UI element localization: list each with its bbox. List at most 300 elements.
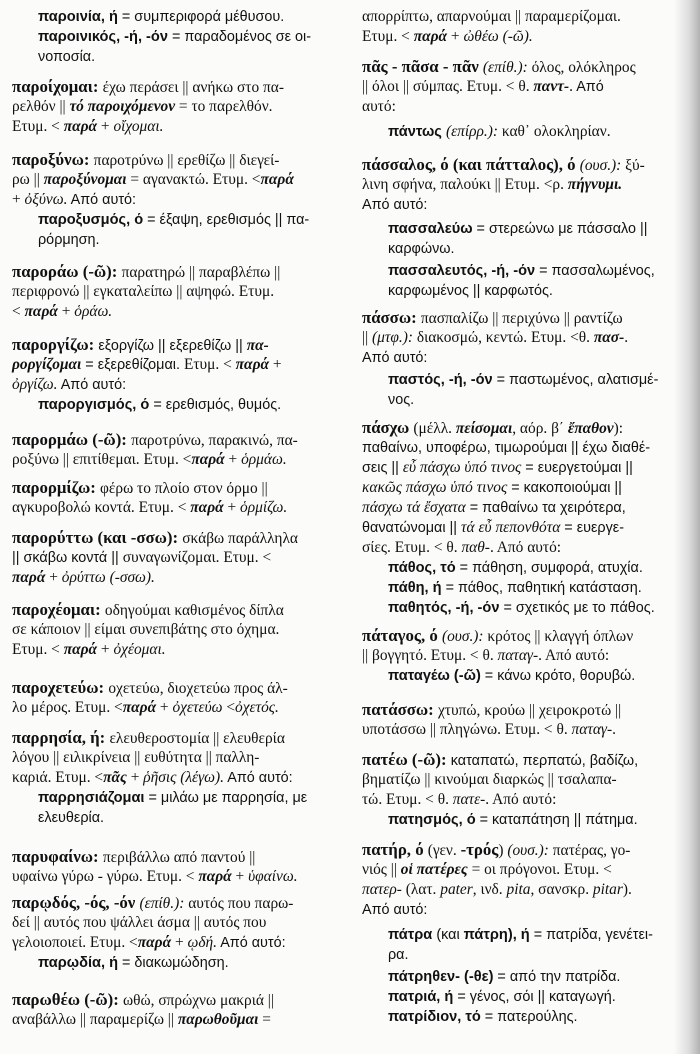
- headword: παροράω (-ῶ):: [12, 262, 122, 281]
- dictionary-line: [388, 925, 653, 945]
- etymology-text: κακῶς πάσχω ὑπό τινος: [362, 479, 508, 496]
- dictionary-line: [362, 328, 628, 348]
- etymology-text: ῥῆσις (λέγω).: [143, 769, 225, 786]
- etymology-text: pita: [506, 881, 531, 898]
- definition-text: ροξύνω || επιτίθεμαι. Ετυμ. <: [12, 451, 192, 468]
- etymology-text: τά εὖ πεπονθότα: [461, 519, 561, 536]
- definition-text: = ευεργετούμαι ||: [521, 460, 633, 476]
- definition-text: || βογγητό. Ετυμ. < θ.: [362, 647, 498, 664]
- dictionary-line: [362, 626, 633, 646]
- definition-text: , ινδ.: [472, 881, 507, 898]
- dictionary-line: [362, 418, 623, 438]
- headword: -τρός: [460, 840, 499, 859]
- etymology-text: παταγ-: [571, 721, 613, 738]
- subentry-headword: πασσαλεύω: [388, 221, 473, 237]
- etymology-text: ὁρμίζω.: [240, 499, 288, 516]
- dictionary-line: [38, 47, 95, 67]
- definition-text: = πάθος, παθητική κατάσταση.: [441, 580, 642, 596]
- dictionary-line: [362, 155, 645, 175]
- definition-text: +: [171, 934, 188, 951]
- etymology-text: παρά: [260, 171, 294, 188]
- definition-text: οδηγούμαι καθισμένος δίπλα: [104, 602, 284, 619]
- definition-text: . Από αυτό:: [538, 647, 610, 664]
- definition-text: +: [45, 569, 62, 586]
- definition-text: Από αυτό:: [224, 770, 293, 786]
- dictionary-line: [12, 913, 266, 933]
- dictionary-line: [12, 990, 274, 1010]
- etymology-text: ὁρμάω.: [241, 451, 287, 468]
- etymology-text: pater: [440, 881, 473, 898]
- definition-text: ): [498, 842, 508, 859]
- headword: παρορύττω (και -σσω):: [12, 528, 183, 547]
- subentry-headword: πάτρηθεν- (-θε): [388, 969, 494, 985]
- dictionary-line: [362, 175, 622, 195]
- definition-text: θανατώνομαι ||: [362, 520, 462, 536]
- definition-text: +: [269, 356, 282, 373]
- definition-text: (και: [436, 927, 464, 943]
- definition-text: (μέλλ.: [413, 420, 456, 437]
- definition-text: πατέρας, γο-: [552, 842, 631, 859]
- definition-text: καρφωμένος || καρφωτός.: [388, 283, 553, 299]
- headword: παροίχομαι:: [12, 77, 103, 96]
- definition-text: , αόρ. β΄: [512, 420, 568, 437]
- definition-text: καταπατώ, περπατώ, βαδίζω,: [450, 753, 639, 769]
- dictionary-line: [12, 170, 294, 190]
- definition-text: οχετεύω, διοχετεύω προς άλ-: [108, 680, 288, 697]
- dictionary-line: [38, 27, 311, 47]
- etymology-text: παροξύνομαι: [43, 171, 127, 188]
- definition-text: || σκάβω κοντά ||: [12, 550, 123, 566]
- dictionary-line: [362, 900, 427, 920]
- definition-text: = έξαψη, ερεθισμός || πα-: [143, 212, 310, 228]
- definition-text: || όλοι || σύμπας. Ετυμ. < θ.: [362, 78, 534, 95]
- headword: παροχέομαι:: [12, 600, 105, 619]
- dictionary-line: [38, 7, 284, 27]
- dictionary-line: [12, 117, 163, 137]
- definition-text: , σανσκρ.: [530, 881, 593, 898]
- etymology-text: πα-: [246, 337, 269, 354]
- headword: πᾶς - πᾶσα - πᾶν: [362, 57, 483, 76]
- etymology-text: παρά: [191, 451, 225, 468]
- definition-text: Από αυτό:: [57, 377, 127, 393]
- etymology-text: πάσχω τά ἔσχατα: [362, 499, 466, 516]
- subentry-headword: πατρίδιον, τό: [388, 1009, 481, 1025]
- definition-text: σεις ||: [362, 460, 403, 476]
- definition-text: = πάθηση, συμφορά, ατυχία.: [455, 560, 643, 576]
- definition-text: +: [126, 769, 144, 786]
- dictionary-line: [362, 27, 533, 47]
- dictionary-line: [388, 987, 616, 1007]
- dictionary-line: [12, 498, 287, 518]
- etymology-text: ὀρύττω (-σσω).: [61, 569, 155, 586]
- etymology-text: παρά: [137, 934, 172, 951]
- dictionary-line: [362, 840, 630, 860]
- definition-text: εξοργίζω || εξερεθίζω ||: [98, 338, 247, 354]
- dictionary-line: [388, 967, 620, 987]
- subentry-headword: παροργισμός, ό: [38, 397, 150, 413]
- dictionary-line: [38, 210, 309, 230]
- dictionary-line: [362, 880, 632, 900]
- definition-text: =: [258, 1011, 271, 1028]
- definition-text: ρα.: [388, 947, 409, 963]
- etymology-text: παρωθοῦμαι: [177, 1011, 259, 1028]
- definition-text: περιφρονώ || εγκαταλείπω || αψηφώ. Ετυμ.: [12, 283, 275, 300]
- dictionary-line: [12, 302, 112, 322]
- subentry-headword: παθητός, -ή, -όν: [388, 600, 500, 616]
- headword: πάσσαλος, ό (και πάτταλος), ό: [362, 155, 580, 174]
- definition-text: (γεν.: [427, 842, 461, 859]
- dictionary-line: [12, 375, 126, 395]
- subentry-headword: πάθος, τό: [388, 560, 456, 576]
- definition-text: Από αυτό:: [362, 197, 428, 213]
- definition-text: .: [612, 721, 616, 738]
- etymology-text: τό παροιχόμενον: [69, 98, 176, 115]
- subentry-headword: παροινία, ή: [38, 9, 118, 25]
- headword: παρορμίζω:: [12, 478, 101, 497]
- definition-text: = παστωμένος, αλατισμέ-: [492, 372, 659, 388]
- dictionary-line: [388, 281, 553, 301]
- headword: πάταγος, ό: [362, 626, 442, 645]
- definition-text: σίες. Ετυμ. < θ.: [362, 539, 462, 556]
- etymology-text: παρά: [63, 118, 98, 135]
- dictionary-line: [388, 578, 642, 598]
- dictionary-line: [12, 867, 298, 887]
- definition-text: = παραδομένος σε οι-: [167, 29, 312, 45]
- definition-text: Από αυτό:: [362, 902, 428, 918]
- dictionary-line: [362, 646, 609, 666]
- headword: πατέω (-ῶ):: [362, 750, 451, 769]
- dictionary-line: [362, 538, 561, 558]
- dictionary-line: [12, 768, 293, 788]
- etymology-text: πᾶς: [103, 769, 127, 786]
- etymology-text: παρά: [24, 303, 58, 320]
- definition-text: λο μέρος. Ετυμ. <: [12, 699, 123, 716]
- definition-text: Ετυμ. <: [183, 356, 236, 373]
- dictionary-line: [362, 700, 621, 720]
- etymology-text: ῳδή.: [187, 934, 217, 951]
- dictionary-line: [12, 568, 155, 588]
- etymology-text: παταγ-: [497, 647, 539, 664]
- dictionary-line: [362, 478, 622, 498]
- dictionary-line: [362, 77, 604, 97]
- definition-text: Από αυτό:: [362, 350, 428, 366]
- definition-text: = πατερούλης.: [480, 1009, 578, 1025]
- headword: παροχετεύω:: [12, 678, 109, 697]
- definition-text: νιός ||: [362, 861, 401, 878]
- definition-text: παροτρύνω, παρακινώ, πα-: [131, 432, 298, 449]
- definition-text: = κακοποιούμαι ||: [507, 480, 622, 496]
- etymology-text: παρά: [235, 356, 270, 373]
- subentry-headword: παστός, -ή, -όν: [388, 372, 493, 388]
- headword: παρορμάω (-ῶ):: [12, 430, 132, 449]
- definition-text: ||: [362, 329, 373, 346]
- definition-text: ελευθερία.: [38, 810, 105, 826]
- subentry-headword: παροινικός, -ή, -όν: [38, 29, 168, 45]
- dictionary-line: [12, 548, 271, 568]
- headword: πατάσσω:: [362, 700, 438, 719]
- definition-text: +: [231, 868, 249, 885]
- dictionary-line: [362, 97, 396, 117]
- definition-text: = ευεργε-: [560, 520, 625, 536]
- definition-text: = συμπεριφορά μέθυσου.: [117, 9, 285, 25]
- definition-text: λόγου || ειλικρίνεια || ευθύτητα || παλλη-: [12, 749, 260, 766]
- dictionary-line: [388, 1007, 578, 1027]
- definition-text: . Από αυτό:: [489, 539, 562, 556]
- etymology-text: εὖ πάσχω ὑπό τινος: [402, 459, 522, 476]
- headword: παροργίζω:: [12, 335, 99, 354]
- definition-text: = το παρελθόν.: [175, 98, 273, 115]
- definition-text: +: [224, 451, 242, 468]
- dictionary-line: [388, 598, 655, 618]
- definition-text: νος.: [388, 392, 415, 408]
- dictionary-line: [12, 528, 298, 548]
- definition-text: = πασσαλωμένος,: [535, 263, 655, 279]
- headword: παροξύνω:: [12, 150, 94, 169]
- subentry-headword: πάντως: [388, 124, 446, 140]
- dictionary-line: [12, 600, 284, 620]
- definition-text: αγκυροβολώ κοντά. Ετυμ. <: [12, 499, 191, 516]
- headword: παρυφαίνω:: [12, 847, 103, 866]
- definition-text: αυτός που παρω-: [188, 895, 294, 912]
- definition-text: . Από αυτό:: [485, 791, 557, 808]
- definition-text: ελευθεροστομία || ελευθερία: [109, 730, 285, 747]
- definition-text: .: [624, 329, 629, 346]
- definition-text: σε κάποιον || είμαι συνεπιβάτης στο όχημα.: [12, 621, 280, 638]
- definition-text: λινη σφήνα, παλούκι || Ετυμ. <ρ.: [362, 176, 568, 193]
- dictionary-line: [12, 97, 273, 117]
- definition-text: = εξερεθίζομαι.: [81, 357, 184, 373]
- dictionary-line: [388, 810, 638, 830]
- dictionary-line: [12, 150, 279, 170]
- definition-text: καρφώνω.: [388, 241, 455, 257]
- definition-text: ξύ-: [625, 157, 645, 174]
- dictionary-line: [12, 450, 287, 470]
- subentry-headword: παροξυσμός, ό: [38, 212, 144, 228]
- etymology-text: (ουσ.):: [579, 157, 626, 174]
- dictionary-line: [12, 1010, 271, 1030]
- etymology-text: παθ-: [461, 539, 490, 556]
- definition-text: αυτό:: [362, 98, 396, 115]
- dictionary-line: [362, 770, 617, 790]
- definition-text: δεί || αυτός που ψάλλει άσμα || αυτός που: [12, 914, 267, 931]
- headword: παρῳδός, -ός, -όν: [12, 893, 140, 912]
- dictionary-line: [362, 720, 616, 740]
- etymology-text: (μτφ.):: [372, 329, 417, 346]
- dictionary-line: [12, 933, 286, 953]
- etymology-text: οἴχομαι.: [113, 118, 164, 135]
- dictionary-line: [362, 860, 612, 880]
- definition-text: ρελθόν ||: [12, 98, 70, 115]
- dictionary-line: [38, 808, 104, 828]
- dictionary-line: [388, 558, 643, 578]
- dictionary-line: [12, 640, 166, 660]
- dictionary-line: [362, 518, 624, 538]
- definition-text: Από: [572, 79, 604, 95]
- definition-text: Ετυμ. <: [362, 28, 414, 45]
- dictionary-line: [38, 788, 307, 808]
- etymology-text: (ουσ.):: [507, 842, 553, 859]
- dictionary-line: [362, 458, 633, 478]
- etymology-text: παντ-: [533, 78, 570, 95]
- subentry-headword: πατριά, ή: [388, 989, 454, 1005]
- definition-text: Από αυτό:: [67, 192, 137, 208]
- dictionary-line: [12, 698, 279, 718]
- etymology-text: ἔπαθον: [567, 420, 614, 437]
- subentry-headword: πάθη, ή: [388, 580, 442, 596]
- dictionary-line: [38, 230, 100, 250]
- definition-text: = διακωμώδηση.: [118, 955, 229, 971]
- dictionary-line: [388, 239, 455, 259]
- dictionary-line: [12, 728, 285, 748]
- etymology-text: pitar: [592, 881, 623, 898]
- etymology-text: ροργίζομαι: [12, 356, 82, 373]
- dictionary-line: [12, 262, 280, 282]
- definition-text: φέρω το πλοίο στον όρμο ||: [100, 480, 268, 497]
- dictionary-line: [12, 620, 279, 640]
- dictionary-line: [362, 195, 427, 215]
- definition-text: αναβάλλω || παραμερίζω ||: [12, 1011, 178, 1028]
- definition-text: χτυπώ, κρούω || χειροκροτώ ||: [437, 702, 622, 719]
- definition-text: = κάνω κρότο, θορυβώ.: [480, 668, 636, 684]
- dictionary-line: [38, 395, 281, 415]
- definition-text: περιβάλλω από παντού ||: [102, 849, 256, 866]
- etymology-text: (επίρρ.):: [445, 123, 502, 140]
- etymology-text: παρά: [198, 868, 232, 885]
- definition-text: Ετυμ. <: [12, 641, 64, 658]
- definition-text: = οι πρόγονοι. Ετυμ. <: [467, 861, 612, 878]
- definition-text: όλος, ολόκληρος: [531, 59, 636, 76]
- definition-text: υφαίνω γύρω - γύρω. Ετυμ. <: [12, 868, 199, 885]
- dictionary-line: [362, 790, 556, 810]
- etymology-text: παρά: [63, 641, 98, 658]
- dictionary-line: [12, 335, 269, 355]
- definition-text: ):: [613, 420, 624, 437]
- etymology-text: πασ-: [593, 329, 625, 346]
- dictionary-line: [12, 282, 274, 302]
- definition-text: παροτρύνω || ερεθίζω || διεγεί-: [93, 152, 280, 169]
- definition-text: διακοσμώ, κεντώ. Ετυμ. <θ.: [416, 329, 594, 346]
- definition-text: = στερεώνω με πάσσαλο ||: [472, 221, 648, 237]
- definition-text: ).: [622, 881, 632, 898]
- dictionary-line: [362, 438, 650, 458]
- definition-text: τώ. Ετυμ. < θ.: [362, 791, 453, 808]
- definition-text: = γένος, σόι || καταγωγή.: [453, 989, 616, 1005]
- dictionary-line: [388, 261, 655, 281]
- etymology-text: οἱ πατέρες: [400, 861, 468, 878]
- etymology-text: παρά: [190, 499, 224, 516]
- dictionary-line: [12, 355, 282, 375]
- definition-text: σκάβω παράλληλα: [182, 530, 298, 547]
- definition-text: +: [447, 28, 464, 45]
- etymology-text: παρά: [122, 699, 157, 716]
- etymology-text: παρά: [413, 28, 448, 45]
- dictionary-line: [388, 390, 414, 410]
- etymology-text: ὀχετός.: [235, 699, 279, 716]
- definition-text: +: [156, 699, 173, 716]
- definition-text: παρατηρώ || παραβλέπω ||: [121, 264, 281, 281]
- definition-text: = από την πατρίδα.: [493, 969, 621, 985]
- dictionary-line: [12, 893, 293, 913]
- headword: παρρησία, ή:: [12, 728, 110, 747]
- definition-text: <: [12, 303, 25, 320]
- etymology-text: πείσομαι: [455, 420, 513, 437]
- definition-text: κρότος || κλαγγή όπλων: [487, 628, 634, 645]
- dictionary-line: [362, 57, 636, 77]
- definition-text: = ερεθισμός, θυμός.: [149, 397, 282, 413]
- dictionary-line: [362, 750, 638, 770]
- definition-text: νοποσία.: [38, 49, 96, 65]
- etymology-text: πατερ-: [362, 881, 402, 898]
- etymology-text: πατε-: [452, 791, 486, 808]
- definition-text: ρόρμηση.: [38, 232, 100, 248]
- definition-text: υποτάσσω || πληγώνω. Ετυμ. < θ.: [362, 721, 572, 738]
- definition-text: Ετυμ. <: [12, 118, 64, 135]
- definition-text: πασπαλίζω || περιχύνω || ραντίζω: [420, 310, 623, 327]
- definition-text: ρω ||: [12, 171, 44, 188]
- subentry-headword: πατησμός, ό: [388, 812, 476, 828]
- definition-text: Από αυτό:: [217, 935, 286, 951]
- definition-text: έχω περάσει || ανήκω στο πα-: [102, 79, 284, 96]
- definition-text: <: [222, 699, 236, 716]
- dictionary-line: [12, 748, 259, 768]
- dictionary-line: [362, 348, 427, 368]
- subentry-headword: παταγέω (-ῶ): [388, 668, 481, 684]
- etymology-text: (ουσ.):: [441, 628, 488, 645]
- dictionary-line: [388, 219, 647, 239]
- subentry-headword: παρρησιάζομαι: [38, 790, 145, 806]
- definition-text: +: [57, 303, 75, 320]
- definition-text: +: [12, 191, 25, 208]
- etymology-text: ὀξύνω.: [24, 191, 68, 208]
- etymology-text: ὑφαίνω.: [248, 868, 298, 885]
- subentry-headword: πάτρα: [388, 927, 437, 943]
- page-fold-shadow: [674, 0, 700, 1054]
- definition-text: +: [97, 118, 114, 135]
- dictionary-line: [12, 478, 268, 498]
- etymology-text: ὀργίζω.: [12, 376, 58, 393]
- definition-text: (λατ.: [401, 881, 441, 898]
- dictionary-line: [388, 666, 635, 686]
- definition-text: βηματίζω || κινούμαι διαρκώς || τσαλαπα-: [362, 771, 617, 788]
- dictionary-line: [388, 122, 611, 142]
- subentry-headword: παρῳδία, ή: [38, 955, 118, 971]
- dictionary-line: [388, 945, 409, 965]
- dictionary-line: [12, 190, 136, 210]
- dictionary-line: [362, 308, 623, 328]
- headword: παρωθέω (-ῶ):: [12, 990, 124, 1009]
- dictionary-line: [12, 847, 255, 867]
- definition-text: = μιλάω με παρρησία, με: [144, 790, 308, 806]
- definition-text: = καταπάτηση || πάτημα.: [475, 812, 638, 828]
- definition-text: γελοιοποιεί. Ετυμ. <: [12, 934, 138, 951]
- subentry-headword: πάτρη), ή: [463, 927, 530, 943]
- definition-text: = παθαίνω τα χειρότερα,: [465, 500, 626, 516]
- etymology-text: ὠθέω (-ῶ).: [463, 28, 533, 45]
- definition-text: +: [223, 499, 241, 516]
- headword: πάσσω:: [362, 308, 421, 327]
- headword: πατήρ, ό: [362, 840, 428, 859]
- definition-text: = σχετικός με το πάθος.: [499, 600, 655, 616]
- dictionary-line: [12, 77, 284, 97]
- dictionary-line: [388, 370, 658, 390]
- etymology-text: (επίθ.):: [139, 895, 189, 912]
- dictionary-line: [12, 678, 288, 698]
- definition-text: +: [97, 641, 114, 658]
- subentry-headword: πασσαλευτός, -ή, -όν: [388, 263, 536, 279]
- dictionary-line: [38, 953, 229, 973]
- definition-text: καριά. Ετυμ. <: [12, 769, 104, 786]
- definition-text: παθαίνω, υποφέρω, τιμωρούμαι || έχω διαθέ-: [362, 440, 651, 456]
